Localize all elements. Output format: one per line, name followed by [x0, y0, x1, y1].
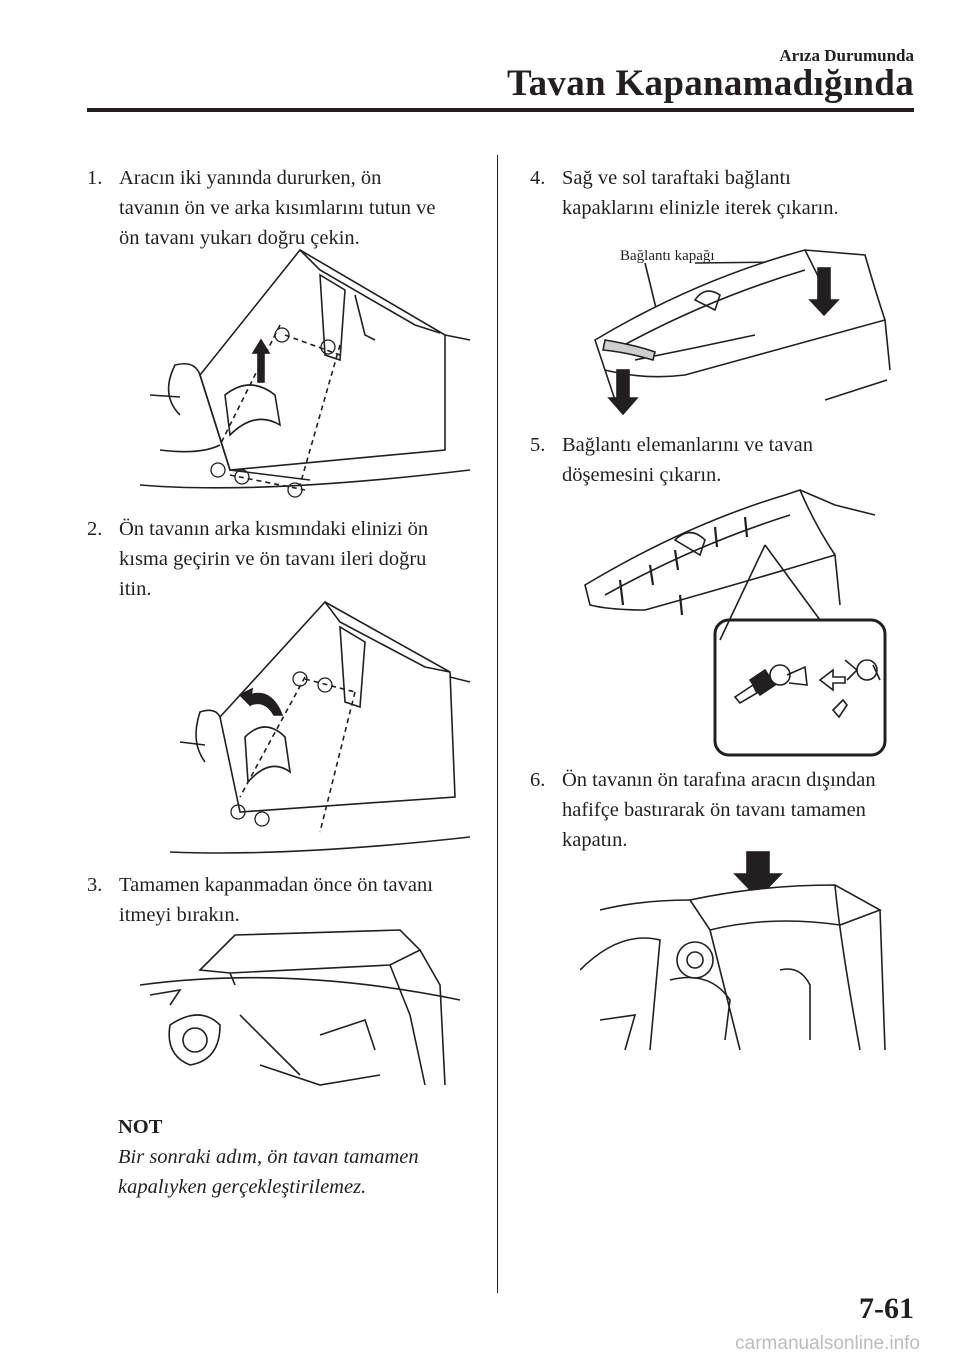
step-text-line: ön tavanı yukarı doğru çekin. — [119, 227, 360, 249]
step-text-line: tavanın ön ve arka kısımlarını tutun ve — [119, 197, 436, 219]
step-number: 1. — [87, 167, 103, 189]
step-number: 3. — [87, 874, 103, 896]
column-divider — [497, 155, 498, 1293]
note-text-line: kapalıyken gerçekleştirilemez. — [118, 1176, 367, 1198]
note-title: NOT — [118, 1116, 163, 1138]
step-number: 6. — [530, 769, 546, 791]
step-text-line: Sağ ve sol taraftaki bağlantı — [562, 167, 791, 189]
note-block — [118, 1112, 419, 1202]
step-text-line: döşemesini çıkarın. — [562, 464, 722, 486]
step-text-line: kapaklarını elinizle iterek çıkarın. — [562, 197, 839, 219]
page-number: 7-61 — [859, 1292, 914, 1325]
step-text-line: Ön tavanın arka kısmındaki elinizi ön — [119, 518, 429, 540]
step-text-line: Bağlantı elemanlarını ve tavan — [562, 434, 814, 456]
page-title: Tavan Kapanamadığında — [507, 63, 914, 104]
step-text-line: itmeyi bırakın. — [119, 904, 240, 926]
step-text-line: Aracın iki yanında dururken, ön — [119, 167, 382, 189]
figure-step-2-roof-push — [170, 597, 480, 862]
step-text-line: hafifçe bastırarak ön tavanı tamamen — [562, 799, 866, 821]
note-text-line: Bir sonraki adım, ön tavan tamamen — [118, 1146, 419, 1168]
section-title: Arıza Durumunda — [779, 46, 914, 65]
step-text-line: Ön tavanın ön tarafına aracın dışından — [562, 769, 876, 791]
step-number: 4. — [530, 167, 546, 189]
figure-step-1-roof-lift — [140, 245, 480, 500]
figure-step-4-cover-removal — [575, 240, 895, 425]
step-number: 2. — [87, 518, 103, 540]
callout-label: Bağlantı kapağı — [620, 248, 715, 264]
figure-step-5-fastener-removal — [575, 485, 895, 760]
step-text-line: kapatın. — [562, 829, 628, 851]
watermark: carmanualsonline.info — [735, 1333, 920, 1354]
step-text-line: kısma geçirin ve ön tavanı ileri doğru — [119, 548, 427, 570]
step-text-line: itin. — [119, 578, 152, 600]
figure-step-3-roof-nearly-closed — [140, 925, 470, 1095]
step-text-line: Tamamen kapanmadan önce ön tavanı — [119, 874, 433, 896]
step-number: 5. — [530, 434, 546, 456]
header-rule — [87, 108, 914, 112]
figure-step-6-press-closed — [580, 850, 890, 1060]
